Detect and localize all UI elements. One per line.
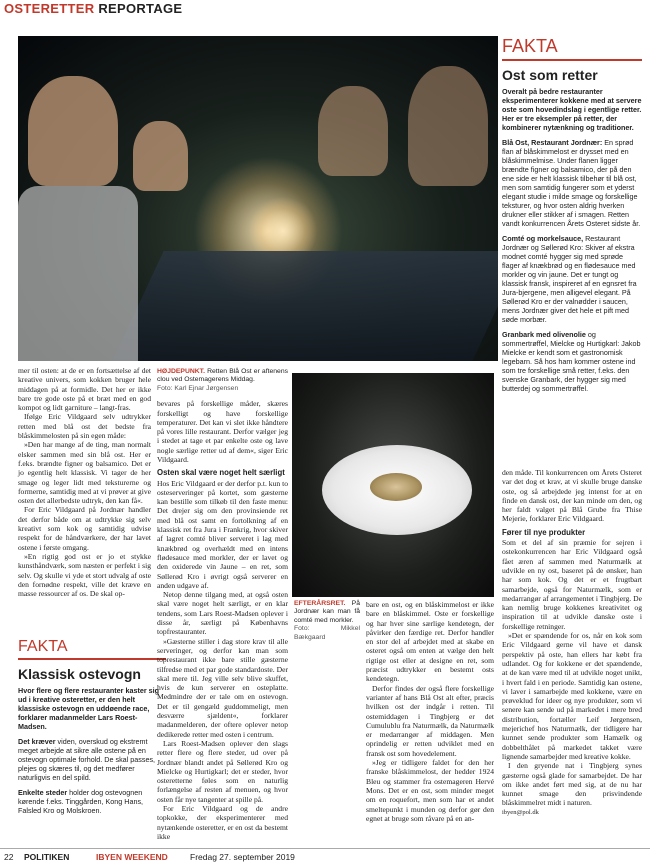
paragraph: Derfor findes der også flere forskellige varianter af hans Blå Ost alt efter, præcis hvilken ost der indgår i retten. Til ostemiddagen i Tingbjerg er det Cumulublu fra Naturmælk, da Naturmælk er medarrangør af middagen. Men oprindelig er retten udviklet med en fransk ost som hovedelement. <box>366 683 494 758</box>
paragraph: »Det er spændende for os, når en kok som Eric Vildgaard gerne vil have et dansk perspektiv på oste, han ellers har købt fra udlandet. Og for kokkene er det spændende, at de kan være med til at udvikle noget unikt, i hvert fald i en periode. Samtidig kan ostene, vi laver i samarbejde med kokkene, være en prøveklud for ideer og nye produkter, som vi senere kan sende ud på markedet i mere bred distribution, fortæller Leif Jørgensen, mejerichef hos Naturmælk, der tidligere har kunnet sende produkter som Hamælk og dobbelthålet på markedet takket være lignende samarbejder med kreative kokke. <box>502 631 642 761</box>
paragraph: »Jeg er tidligere faldet for den her franske blåskimmelost, der hedder 1924 Bleu og stammer fra ostemageren Hervé Mons. Det er en ost, som minder meget om en roquefort, men som har et andet smeltepunkt i munden og derfor gør den egnet at bruge som råvare på en an- <box>366 758 494 823</box>
section-black: REPORTAGE <box>98 1 183 16</box>
paragraph: Som et del af sin præmie for sejren i ostekonkurrencen har Eric Vildgaard også fået æren af sammen med Naturmælk at udvikle en ny ost, baseret på de ønsker, han har som kok. Og det er et frugtbart samarbejde, også for Naturmælk, som er medarrangør af arrangementet i Tingbjerg. De kan nemlig bruge kokkenes kreativitet og inspiration til at udvikle danske oste i forskellige retninger. <box>502 538 642 631</box>
section-title <box>4 1 182 16</box>
paragraph: Lars Roest-Madsen oplever den slags retter flere og flere steder, ud over på Jordnær blandt andet på Søllerød Kro og Mielcke og Hurtigkarl; det er steder, hvor osteretterne føles som en naturlig forlængelse af resten af menuen, og hvor osten får nye tangenter at spille på. <box>157 738 288 804</box>
author-email: ibyen@pol.dk <box>502 808 539 816</box>
paragraph: Hos Eric Vildgaard er der derfor p.t. kun to osteserveringer på kortet, som gæsterne kan bestille som tilkøb til den faste menu: Det drejer sig om den provinsiende ret med blå ost samt en fortolkning af en klassisk ret fra Jura i Frankrig, hvor skiver af lagret comté bliver serveret i lag med knækbrød og overhældt med en intens flødesauce med morkler, der er lavet og den oxiderede vin Jaune – en ret, som Søllerød Kro i øvrigt også serverer en anden udgave af. <box>157 478 288 590</box>
fakta-title: Klassisk ostevogn <box>18 666 141 682</box>
fakta-paragraph: Granbark med olivenolie og sommertrøffel, Mielcke og Hurtigkarl: Jakob Mielcke er kendt som et gastronomisk legebarn. Så hos ham kommer ostene ind som tre forskellige små retter, f.eks. den svenske Granbark, der hygger sig med butterdej og sommertrøffel. <box>502 330 641 393</box>
paragraph: I den gryende nat i Tingbjerg synes gæsterne også glade for samarbejdet. De har om ikke andet ført med sig, at de nu har kunnet smage den prisvindende blåskimmelret midt i naturen. <box>502 761 642 808</box>
paragraph: »Gæsterne stiller i dag store krav til alle serveringer, og derfor kan man som toprestaurant ikke bare stille gæsterne tilfredse med et par gode standardoste. Der skal mere til. Jeg ville selv blive skuffet, hvis de kun serverer en osteplatte. Medmindre der er tale om en ostevogn. Det er til gengæld guddommeligt, men desværre sjældent«, forklarer madanmelderen, der oftere oplever netop dedikerede retter med osten i centrum. <box>157 636 288 739</box>
page-footer <box>0 848 650 864</box>
section-name: IBYEN WEEKEND <box>96 852 168 862</box>
fakta-paragraph: Enkelte steder holder dog ostevognen kørende f.eks. Tinggården, Kong Hans, Falsled Kro og Molskroen. <box>18 788 144 815</box>
paragraph: mer til osten: at de er en fortsættelse af det kreative univers, som kokken bruger hele middagen på at formidle. Det her er ikke bare tre gode oste på et bræt med en god kompot og lidt garniture – langt-fras. <box>18 366 151 413</box>
column-1 <box>18 366 151 598</box>
fakta-intro: Overalt på bedre restauranter eksperimenterer kokkene med at servere oste som hovedindslag i egentlige retter. Her er tre eksempler på retter, der kombinerer nytænkning og traditioner. <box>502 87 642 132</box>
column-2 <box>157 368 288 841</box>
paragraph: Ifølge Eric Vildgaard selv udtrykker retten med blå ost det bedste fra blåskimmelosten på sin egen måde: <box>18 412 151 441</box>
dinner-photo <box>18 36 498 361</box>
fakta-box-ost-som-retter <box>502 36 642 466</box>
page-number: 22 <box>4 852 14 862</box>
fakta-label: FAKTA <box>502 36 642 61</box>
fakta-title: Ost som retter <box>502 67 598 83</box>
photo-caption: HØJDEPUNKT. Retten Blå Ost er aftenens clou ved Ostemagerens Middag. Foto: Karl Ejnar Jørgensen <box>157 368 288 392</box>
paragraph: bare en ost, og en blåskimmelost er ikke bare en blåskimmel. Oste er forskellige og har hver sine særlige kendetegn, der påvirker den færdige ret. Derfor handler en stor del af arbejdet med at skabe en osteret også om enten at vælge den helt rigtige ost eller at designe en ret, som præcist udtrykker en bestemt osts kendetegn. <box>366 600 494 684</box>
paragraph: den måde. Til konkurrencen om Årets Osteret var det dog et krav, at vi skulle bruge danske oste, og så arbejdede jeg intenst for at en finde en dansk ost, der kan minde om den, og her faldt valget på Blå Grube fra Thise Mejerie, forklarer Eric Vildgaard. <box>502 468 642 524</box>
fakta-paragraph: Det kræver viden, overskud og ekstremt meget arbejde at sikre alle ostene på en ostevogn optimale forhold. De skal passes, plejes og skæres til, og det medfører naturligvis en del spild. <box>18 737 156 782</box>
fakta-label: FAKTA <box>18 638 166 660</box>
paragraph: For Eric Vildgaard og de andre topkokke, der eksperimenterer med nytænkende osteretter, er en ost da bestemt ikke <box>157 803 288 841</box>
fakta-intro: Hvor flere og flere restauranter kaster sig ud i kreative osteretter, er den helt klassiske ostevogn en uddøende race, forklarer madanmelder Lars Roest-Madsen. <box>18 686 160 731</box>
subheading: Fører til nye produkter <box>502 527 586 537</box>
paper-name: POLITIKEN <box>24 852 70 862</box>
photo-caption-2: EFTERÅRSRET. På Jordnær kan man få comté med morkler. Foto: Mikkel Bækgaard <box>294 600 360 641</box>
issue-date: Fredag 27. september 2019 <box>190 852 295 862</box>
subheading: Osten skal være noget helt særligt <box>157 468 285 478</box>
paragraph: Netop denne tilgang med, at også osten skal være noget helt særligt, er en klar tendens, som Lars Roest-Madsen oplever i disse år, særligt på Københavns topfrestauranter. <box>157 590 288 637</box>
paragraph: »En rigtig god ost er jo et stykke kunsthåndværk, som næsten er perfekt i sig selv. Og skulle vi yde et stort udvalg af oste den fornødne respekt, ville det kræve en masse ressourcer af os. De skal op- <box>18 551 151 599</box>
section-red: OSTERETTER <box>4 1 95 16</box>
column-3 <box>366 600 494 823</box>
column-4 <box>502 468 642 817</box>
paragraph: For Eric Vildgaard på Jordnær handler det derfor både om at udtrykke sig selv kreativt som kok og samtidig udvise respekt for de håndværkere, der har lavet ostene i første omgang. <box>18 505 151 552</box>
paragraph: bevares på forskellige måder, skæres forskelligt og have forskellige temperaturer. Det kan vi slet ikke håndtere på vores lille restaurant. Derfor vælger jeg i stedet at tage et par enkelte oste og lave nogle særlige retter ud af dem«, siger Eric Vildgaard. <box>157 399 288 464</box>
fakta-paragraph: Comté og morkelsauce, Restaurant Jordnær og Søllerød Kro: Skiver af ekstra modnet comté hygger sig med sprøde flager af knækbrød og en flødesauce med morkler og vin jaune. Det er tungt og klassisk fransk, inspireret af en egnsret fra Jura-bjergene, men alligevel elegant. På Søllerød Kro er der valnødder i saucen, mens Jordnær giver det hele et pift med søde morbær. <box>502 234 637 324</box>
paragraph: »Den har mange af de ting, man normalt elsker sammen med sin blå ost. Her er f.eks. brændte figner og balsamico. Det er jo egentlig helt klassisk. Vi tager de her smage og leger lidt med teksturerne og formerne, samtidig med at vi prøver at give osten det allerbedste udtryk, den kan få«. <box>18 440 151 506</box>
fakta-box-ostevogn <box>18 638 166 821</box>
dish-photo <box>292 373 494 597</box>
fakta-paragraph: Blå Ost, Restaurant Jordnær: En sprød flan af blåskimmelost er drysset med en blåskimmelmise. Under flanen ligger brændte figner og balsamico, der på den ene side er helt klassisk tilbehør til blå ost, men som samtidig fungerer som et yderst elegant studie i milde smage og forskellige teksturer, og hvor osten aldrig hverken drukner eller stikker af i smagen. Retten vandt konkurrencen Årets Osteret sidste år. <box>502 138 641 228</box>
page-header <box>0 0 650 18</box>
